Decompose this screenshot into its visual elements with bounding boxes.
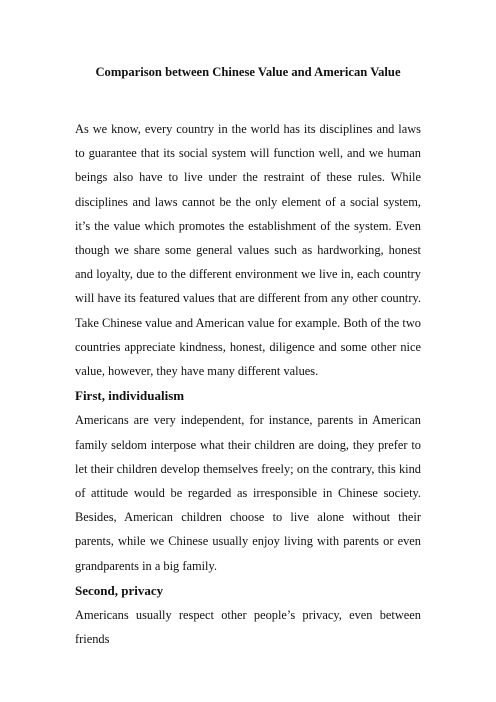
document-body: [75, 117, 421, 651]
intro-paragraph: As we know, every country in the world has its disciplines and laws to guarantee that its social system will function well, and we human beings also have to live under the restraint of these rules. While disciplines and laws cannot be the only element of a social system, it’s the value which promotes the establishment of the system. Even though we share some general values such as hardworking, honest and loyalty, due to the different environment we live in, each country will have its featured values that are different from any other country. Take Chinese value and American value for example. Both of the two countries appreciate kindness, honest, diligence and some other nice value, however, they have many different values.: [75, 122, 421, 379]
section-heading-privacy: Second, privacy: [75, 582, 164, 598]
section-heading-individualism: First, individualism: [75, 388, 185, 404]
section-body-privacy: Americans usually respect other people’s privacy, even between friends: [75, 608, 421, 647]
document-title: Comparison between Chinese Value and American Value: [95, 65, 401, 79]
section-body-individualism: Americans are very independent, for instance, parents in American family seldom interpose what their children are doing, they prefer to let their children develop themselves freely; on the contrary, this kind of attitude would be regarded as irresponsible in Chinese society. Besides, American children choose to live alone without their parents, while we Chinese usually enjoy living with parents or even grandparents in a big family.: [75, 413, 421, 573]
